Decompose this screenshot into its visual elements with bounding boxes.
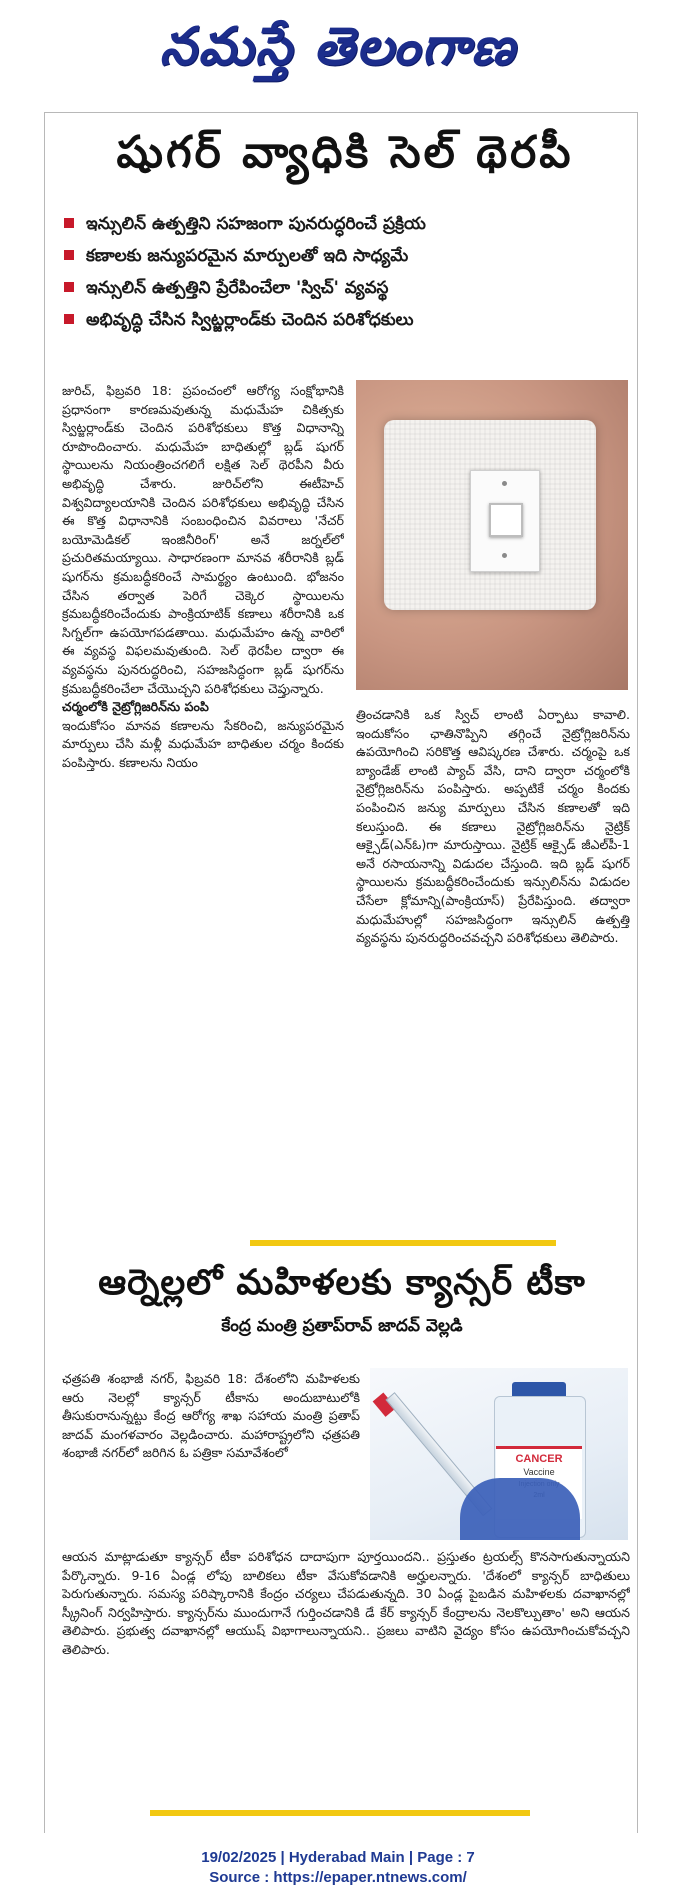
yellow-divider-bottom: [150, 1810, 530, 1816]
bandage-patch: [384, 420, 596, 610]
article1-body: జురిచ్, ఫిబ్రవరి 18: ప్రపంచంలో ఆరోగ్య సంక్షోభానికి ప్రధానంగా కారణమవుతున్న మధుమేహ చికిత్సకు స్విట్జర్లాండ్‌కు చెందిన పరిశోధకులు కొత్త విధానాన్ని రూపొందించారు. మధుమేహ బాధితుల్లో బ్లడ్ షుగర్ స్థాయిలను నియంత్రించగలిగే లక్షిత సెల్ థెరపీని వీరు అభివృద్ధి చేశారు. జురిచ్‌లోని ఈటీహెచ్ విశ్వవిద్యాలయానికి చెందిన పరిశోధకులు అభివృద్ధి చేసిన ఈ కొత్త విధానానికి సంబంధించిన వివరాలు 'నేచర్ బయోమెడికల్ ఇంజినీరింగ్' అనే జర్నల్‌లో ప్రచురితమయ్యాయి. సాధారణంగా మానవ శరీరానికి బ్లడ్ షుగర్‌ను క్రమబద్ధీకరించే సామర్థ్యం ఉంటుంది. భోజనం చేసిన తర్వాత పెరిగే చెక్కెర స్థాయిలను క్రమబద్ధీకరించేందుకు పాంక్రియాటిక్ కణాలు శరీరానికి ఒక సిగ్నల్‌గా ఉపయోగపడతాయి. మధుమేహం ఉన్న వారిలో ఈ వ్యవస్థ విఫలమవుతుంది. సెల్ థెరపీల ద్వారా ఈ వ్యవస్థను పునరుద్ధరించి, సహజసిద్ధంగా బ్లడ్ షుగర్‌ను క్రమబద్ధీకరించేలా చేయొచ్చని పరిశోధకులు చెప్తున్నారు.: [62, 383, 344, 696]
article1-column-right: [356, 706, 630, 1232]
article1-body-right: త్రించడానికి ఒక స్విచ్ లాంటి ఏర్పాటు కావాలి. ఇందుకోసం ఛాతినొప్పిని తగ్గించే నైట్రోగ్లిజరిన్‌ను ఉపయోగించి సరికొత్త ఆవిష్కరణ చేశారు. చర్మంపై ఒక బ్యాండేజ్ లాంటి ప్యాచ్ వేసి, దాని ద్వారా చర్మంలోకి నైట్రోగ్లిజరిన్‌ను పంపిస్తారు. అప్పటికే చర్మం కిందకు పంపించిన జన్యు మార్పులు చేసిన కణాలతో ఇది కలుస్తుంది. ఈ కణాలు నైట్రోగ్లిజరిన్‌ను నైట్రిక్ ఆక్సైడ్(ఎన్‌ఓ)గా మారుస్తాయి. నైట్రిక్ ఆక్సైడ్ జీఎల్‌పీ-1 అనే రసాయనాన్ని విడుదల చేస్తుంది. ఇది బ్లడ్ షుగర్ స్థాయిలను క్రమబద్ధీకరించేందుకు ఇన్సులిన్‌ను విడుదల చేసేలా క్లోమాన్ని(పాంక్రియాస్) ప్రేరేపిస్తుంది. తద్వారా మధుమేహుల్లో సహజసిద్ధంగా ఇన్సులిన్ ఉత్పత్తి వ్యవస్థను పునరుద్ధరించవచ్చని పరిశోధకులు తెలిపారు.: [356, 707, 630, 946]
bullet-square-icon: [64, 250, 74, 260]
article1-bullets: [64, 208, 630, 336]
article1-headline: షుగర్ వ్యాధికి సెల్ థెరపీ: [116, 127, 574, 178]
masthead: [0, 0, 676, 112]
cancer-vaccine-photo: [370, 1368, 628, 1540]
bullet-item: [64, 272, 630, 304]
article2-body: [62, 1548, 630, 1788]
bullet-text: ఇన్సులిన్ ఉత్పత్తిని సహజంగా పునరుద్ధరించే ప్రక్రియ: [86, 214, 426, 234]
bullet-square-icon: [64, 282, 74, 292]
article2-intro: [62, 1370, 360, 1542]
newspaper-logo: నమస్తే తెలంగాణ: [159, 17, 517, 77]
bullet-text: అభివృద్ధి చేసిన స్విట్జర్లాండ్‌కు చెందిన పరిశోధకులు: [86, 310, 414, 330]
yellow-divider: [250, 1240, 556, 1246]
bullet-item: [64, 208, 630, 240]
skin-patch-switch-photo: [356, 380, 628, 690]
vial-label-vaccine: Vaccine: [523, 1467, 555, 1477]
article1-body-continued: ఇందుకోసం మానవ కణాలను సేకరించి, జన్యుపరమైన మార్పులు చేసి మళ్లీ మధుమేహ బాధితుల చర్మం కిందకు పంపిస్తారు. కణాలను నియం: [62, 717, 344, 770]
article1-column-left: [62, 382, 344, 1232]
screw-icon: [502, 481, 507, 486]
bullet-square-icon: [64, 218, 74, 228]
article2-subheadline: కేంద్ర మంత్రి ప్రతాప్‌రావ్ జాదవ్ వెల్లడి: [221, 1316, 463, 1336]
switch-plate: [470, 470, 540, 572]
page-footer: [0, 1848, 676, 1888]
bullet-text: ఇన్సులిన్ ఉత్పత్తిని ప్రేరేపించేలా 'స్విచ్' వ్యవస్థ: [86, 278, 389, 298]
article2-headline: ఆర్నెల్లలో మహిళలకు క్యాన్సర్ టీకా: [98, 1263, 586, 1303]
article1-subhead: చర్మంలోకి నైట్రోగ్లిజరిన్‌ను పంపి: [62, 699, 209, 715]
bullet-square-icon: [64, 314, 74, 324]
bullet-item: [64, 304, 630, 336]
bullet-text: కణాలకు జన్యుపరమైన మార్పులతో ఇది సాధ్యమే: [86, 246, 409, 266]
light-switch-icon: [489, 503, 523, 537]
bullet-item: [64, 240, 630, 272]
vial-label-cancer: CANCER: [515, 1453, 563, 1465]
footer-source-link[interactable]: Source : https://epaper.ntnews.com/: [209, 1869, 467, 1886]
article2-body-bottom: ఆయన మాట్లాడుతూ క్యాన్సర్ టీకా పరిశోధన దాదాపుగా పూర్తయిందని.. ప్రస్తుతం ట్రయల్స్ కొనసాగుతున్నాయని పేర్కొన్నారు. 9-16 ఏండ్ల లోపు బాలికలు టీకా వేసుకోవడానికి అర్హులన్నారు. 'దేశంలో క్యాన్సర్ బాధితులు పెరుగుతున్నారు. సమస్య పరిష్కారానికి కేంద్రం చర్యలు చేపడుతున్నది. 30 ఏండ్ల పైబడిన మహిళలకు దవాఖానల్లో స్క్రీనింగ్ నిర్వహిస్తారు. క్యాన్సర్‌ను ముందుగానే గుర్తించడానికి డే కేర్ క్యాన్సర్ కేంద్రాలను నెలకొల్పుతాం' అని ఆయన తెలిపారు. ప్రభుత్వ దవాఖానల్లో ఆయుష్ విభాగాలున్నాయని.. ప్రజలు వాటిని వైద్యం కోసం ఉపయోగించుకోవచ్చని తెలిపారు.: [62, 1549, 630, 1657]
screw-icon: [502, 553, 507, 558]
article2-body-top: ఛత్రపతి శంభాజీ నగర్, ఫిబ్రవరి 18: దేశంలోని మహిళలకు ఆరు నెలల్లో క్యాన్సర్ టీకాను అందుబాటులోకి తీసుకురానున్నట్టు కేంద్ర ఆరోగ్య శాఖ సహాయ మంత్రి ప్రతాప్ జాదవ్ మంగళవారం వెల్లడించారు. మహారాష్ట్రలోని ఛత్రపతి శంభాజీ నగర్‌లో జరిగిన ఓ పత్రికా సమావేశంలో: [62, 1371, 360, 1461]
gloved-hand: [460, 1478, 580, 1540]
footer-date-edition: 19/02/2025 | Hyderabad Main | Page : 7: [201, 1849, 475, 1866]
